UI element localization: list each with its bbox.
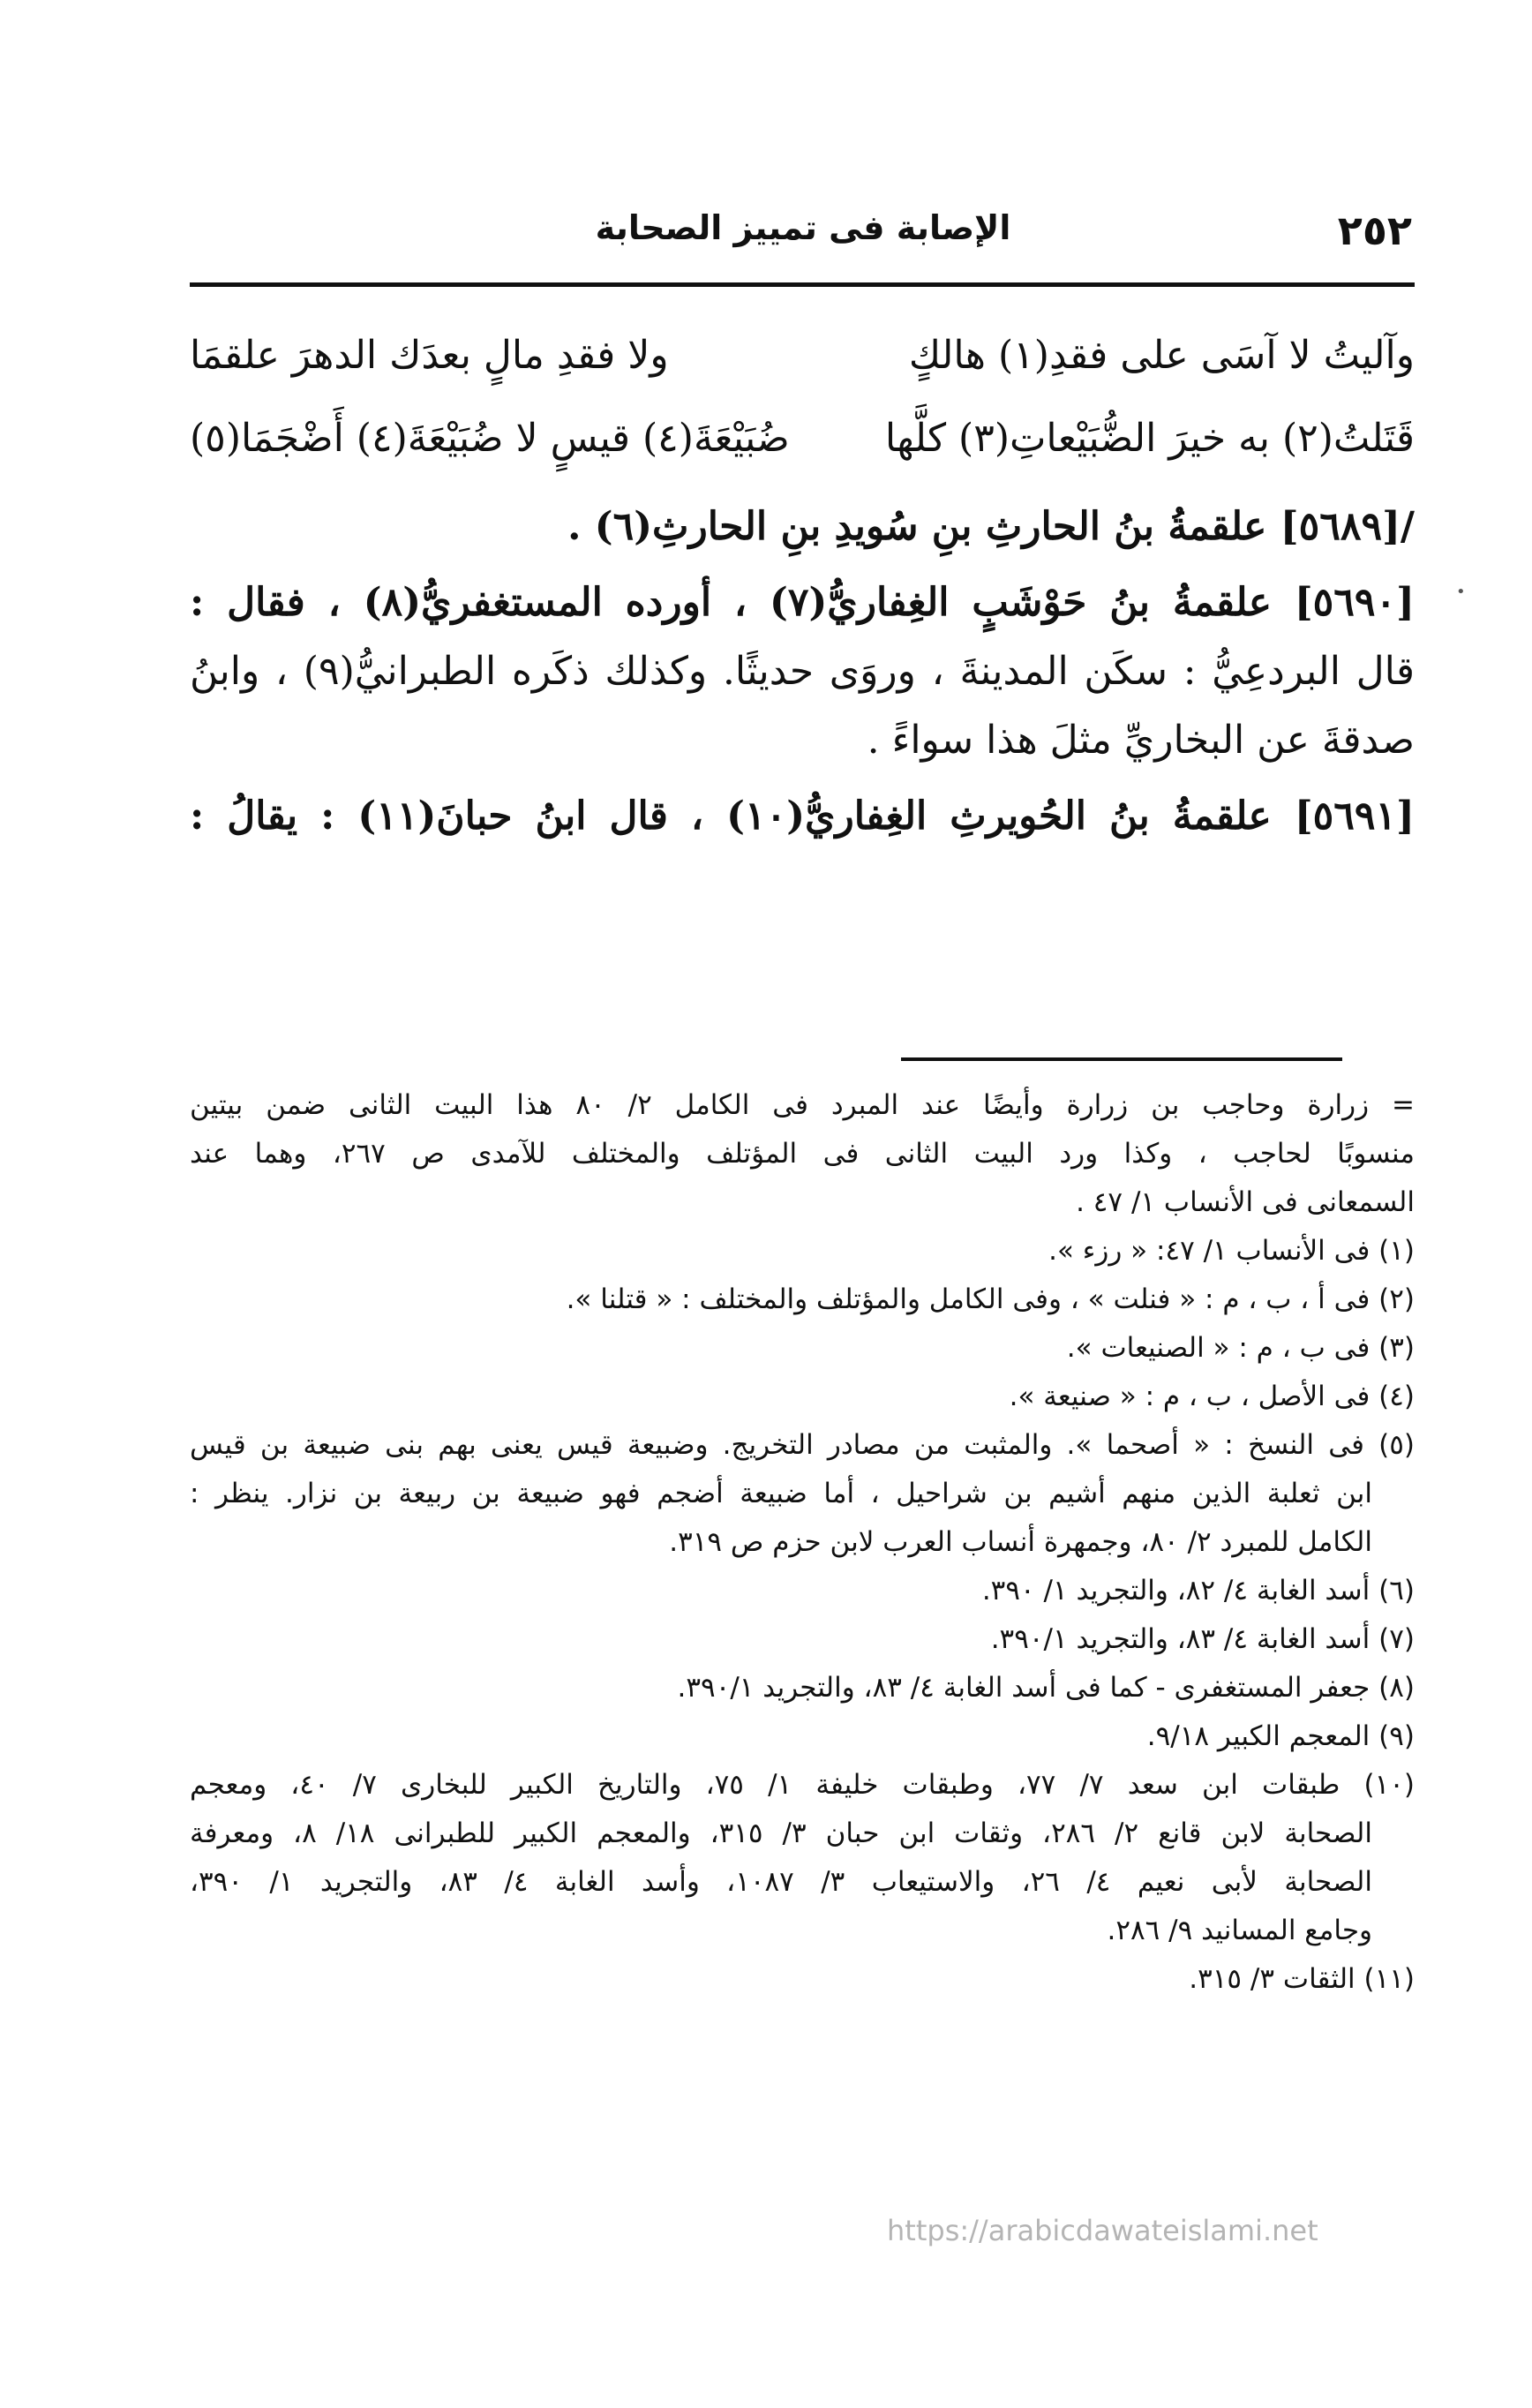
main-text [190,327,1415,858]
entry-line: [٥٦٩١] علقمةُ بنُ الحُويرثِ الغِفاريُّ(١٠) ، قال ابنُ حبانَ(١١) : يقالُ : [190,794,1415,839]
poem-verse [190,327,1415,385]
entry-5689 [190,493,1415,561]
footnote-line: (٨) جعفر المستغفرى - كما فى أسد الغابة ٤/ ٨٣، والتجريد ٣٩٠/١. [677,1672,1415,1704]
footnote-line: (٣) فى ب ، م : « الصنيعات ». [1066,1332,1415,1364]
page-number: ٢٥٢ [1337,207,1412,254]
footnote-line: منسوبًا لحاجب ، وكذا ورد البيت الثانى فى المؤتلف والمختلف للآمدى ص ٢٦٧، وهما عند [190,1138,1415,1170]
footnote-line: الصحابة لأبى نعيم ٤/ ٢٦، والاستيعاب ٣/ ١٠٨٧، وأسد الغابة ٤/ ٨٣، والتجريد ١/ ٣٩٠، [190,1866,1372,1898]
footnote-line: (٢) فى أ ، ب ، م : « فنلت » ، وفى الكامل والمؤتلف والمختلف : « قتلنا ». [566,1283,1415,1315]
footnote-line: الكامل للمبرد ٢/ ٨٠، وجمهرة أنساب العرب لابن حزم ص ٣١٩. [669,1526,1372,1558]
footnote-line: ابن ثعلبة الذين منهم أشيم بن شراحيل ، أما ضبيعة أضجم فهو ضبيعة بن ربيعة بن نزار. ينظر : [190,1478,1372,1509]
entry-5690 [190,568,1415,775]
footnote-line: = زرارة وحاجب بن زرارة وأيضًا عند المبرد فى الكامل ٢/ ٨٠ هذا البيت الثانى ضمن بيتين [190,1089,1415,1121]
entry-line: قال البردعِيُّ : سكَن المدينةَ ، وروَى حديثًا. وكذلك ذكَره الطبرانيُّ(٩) ، وابنُ [190,649,1415,694]
footnote-line: الصحابة لابن قانع ٢/ ٢٨٦، وثقات ابن حبان ٣/ ٣١٥، والمعجم الكبير للطبرانى ١٨/ ٨، ومعرفة [190,1817,1372,1849]
footnote-line: (٩) المعجم الكبير ٩/١٨. [1146,1720,1415,1752]
footnote-line: (٤) فى الأصل ، ب ، م : « صنيعة ». [1009,1381,1415,1412]
verse-first-hemistich: قَتَلتُ(٢) به خيرَ الضُّبَيْعاتِ(٣) كلَّها [884,416,1415,461]
footnote-line: السمعانى فى الأنساب ١/ ٤٧ . [1076,1186,1415,1218]
verse-second-hemistich: ولا فقدِ مالٍ بعدَك الدهرَ علقمَا [190,333,669,378]
entry-line: صدقةَ عن البخاريِّ مثلَ هذا سواءً . [867,718,1415,763]
poem-verse [190,410,1415,468]
verse-second-hemistich: ضُبَيْعَةَ(٤) قيسٍ لا ضُبَيْعَةَ(٤) أَضْجَمَا(٥) [190,416,790,461]
footnote-line: (١٠) طبقات ابن سعد ٧/ ٧٧، وطبقات خليفة ١/ ٧٥، والتاريخ الكبير للبخارى ٧/ ٤٠، ومعجم [190,1769,1415,1801]
footnote-line: (٥) فى النسخ : « أصحما ». والمثبت من مصادر التخريج. وضبيعة قيس يعنى بهم بنى ضبيعة بن قيس [190,1429,1415,1461]
verse-first-hemistich: وآليتُ لا آسَى على فقدِ(١) هالكٍ [908,333,1415,378]
footnote-rule [901,1057,1342,1061]
header-rule [190,282,1415,287]
entry-line: [٥٦٩٠] علقمةُ بنُ حَوْشَبٍ الغِفاريُّ(٧) ، أورده المستغفريُّ(٨) ، فقال : [190,580,1415,625]
margin-mark: • [1456,583,1466,601]
footnote-line: (٦) أسد الغابة ٤/ ٨٢، والتجريد ١/ ٣٩٠. [981,1575,1415,1607]
running-title: الإصابة فى تمييز الصحابة [595,208,1011,247]
entry-line: /[٥٦٨٩] علقمةُ بنُ الحارثِ بنِ سُويدِ بنِ الحارثِ(٦) . [567,504,1415,549]
footnote-line: (١) فى الأنساب ١/ ٤٧: « رزء ». [1048,1235,1415,1267]
footnote-line: وجامع المسانيد ٩/ ٢٨٦. [1107,1915,1372,1946]
footnote-line: (٧) أسد الغابة ٤/ ٨٣، والتجريد ٣٩٠/١. [990,1623,1415,1655]
page-header [194,201,1412,272]
footnote-line: (١١) الثقات ٣/ ٣١٥. [1189,1963,1415,1995]
watermark-url: https://arabicdawateislami.net [887,2214,1318,2247]
footnotes [190,1081,1415,2004]
entry-5691 [190,782,1415,851]
